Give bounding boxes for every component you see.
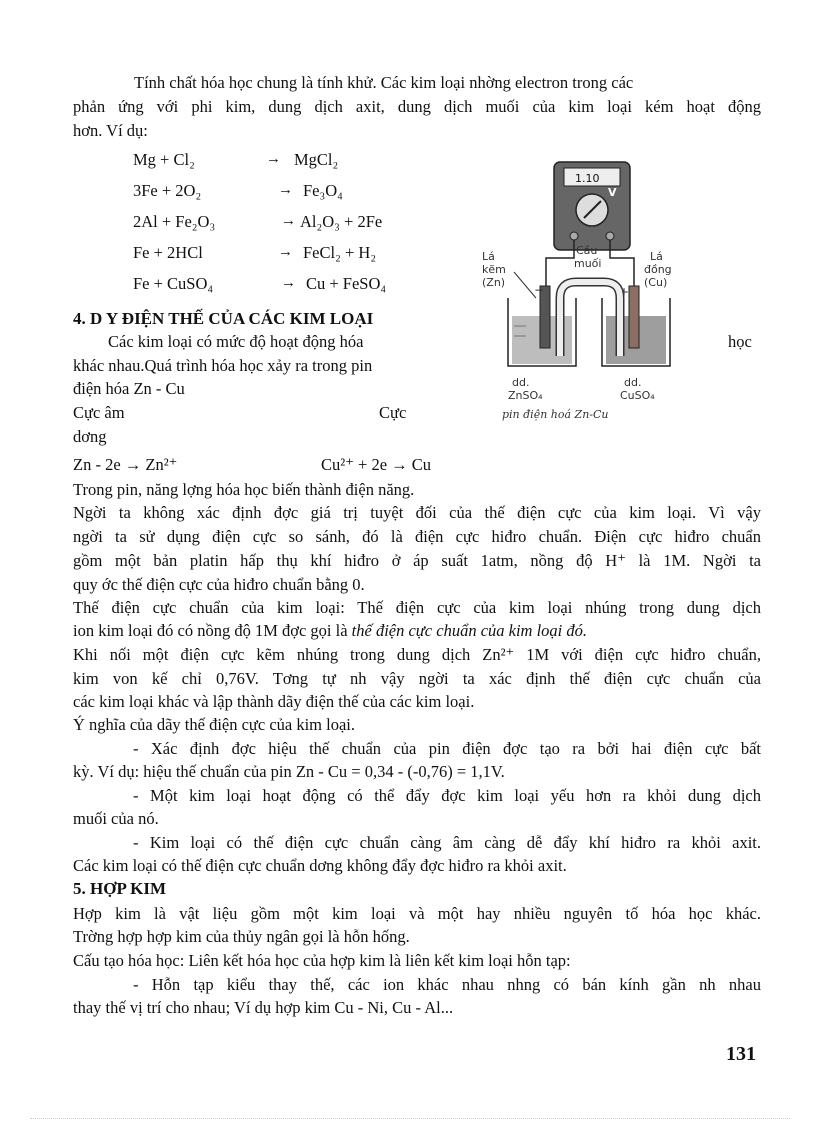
salt-bridge-label-2: muối <box>574 257 602 270</box>
s4-line2-3: Ý nghĩa của dãy thế điện cực của kim loại. <box>73 715 356 734</box>
s4-line2-7: muối của nó. <box>73 809 159 828</box>
s4-line-0: Trong pin, năng lợng hóa học biến thành điện năng. <box>73 480 415 499</box>
equation-5-left: Fe + CuSO₄ <box>133 274 214 293</box>
s5-line-1: Trờng hợp hợp kim của thủy ngân gọi là hỗn hống. <box>73 927 410 946</box>
right-solution-label-2: CuSO₄ <box>620 389 655 402</box>
equation-1-left: Mg + Cl₂ <box>133 150 195 169</box>
arrow-icon: → <box>281 275 296 291</box>
s4-line-5: Thế điện cực chuẩn của kim loại: Thế điện cực của kim loại nhúng trong dung dịch <box>73 598 761 617</box>
section-5-heading: 5. HỢP KIM <box>73 879 167 898</box>
positive-reaction: Cu²⁺ + 2e → Cu <box>321 455 432 474</box>
s4-definition-line <box>73 619 587 642</box>
s4-line-3: gồm một bản platin hấp thụ khí hiđro ở áp suất 1atm, nồng độ H⁺ là 1M. Ngời ta <box>73 551 761 570</box>
right-solution-label-1: dd. <box>624 376 642 389</box>
equation-list <box>133 148 453 298</box>
arrow-icon: → <box>278 182 293 198</box>
s4-line2-0: Khi nối một điện cực kẽm nhúng trong dung dịch Zn²⁺ 1M với điện cực hiđro chuẩn, <box>73 645 761 664</box>
salt-bridge-label-1: Cầu <box>576 244 598 257</box>
left-solution-label-2: ZnSO₄ <box>508 389 543 402</box>
voltmeter-icon <box>554 162 630 250</box>
equation-1-right: MgCl₂ <box>294 150 339 169</box>
s4-line2-5: kỳ. Ví dụ: hiệu thế chuẩn của pin Zn - Cu = 0,34 - (-0,76) = 1,1V. <box>73 762 505 781</box>
section-4-p3: điện hóa Zn - Cu <box>73 379 185 398</box>
equation-5-right: Cu + FeSO₄ <box>306 274 387 293</box>
s4-definition-term: thế điện cực chuẩn của kim loại đó. <box>351 621 588 640</box>
section-4-p2: khác nhau.Quá trình hóa học xảy ra trong pin <box>73 356 373 375</box>
equation-2-left: 3Fe + 2O₂ <box>133 181 202 200</box>
intro-line-3: hơn. Ví dụ: <box>73 121 148 140</box>
negative-electrode-label: Cực âm <box>73 403 125 422</box>
arrow-icon: → <box>281 213 296 229</box>
s4-definition-text: ion kim loại đó có nồng độ 1M đợc gọi là <box>73 621 352 640</box>
s4-line2-1: kim von kế chỉ 0,76V. Tơng tự nh vậy ngời ta xác định thế điện cực chuẩn của <box>73 669 761 688</box>
figure-caption: pin điện hoá Zn-Cu <box>502 408 609 421</box>
arrow-icon: → <box>278 244 293 260</box>
section-4-p1a: Các kim loại có mức độ hoạt động hóa <box>108 332 364 351</box>
s4-line2-9: Các kim loại có thế điện cực chuẩn dơng không đẩy đợc hiđro ra khỏi axit. <box>73 856 567 875</box>
section-4-p1b: học <box>728 332 752 351</box>
s4-line2-4: - Xác định đợc hiệu thế chuẩn của pin điện đợc tạo ra bởi hai điện cực bất <box>133 739 761 758</box>
intro-line-2: phản ứng với phi kim, dung dịch axit, dung dịch muối của kim loại kém hoạt động <box>73 97 761 116</box>
equation-2-right: Fe₃O₄ <box>303 181 343 200</box>
equation-4-left: Fe + 2HCl <box>133 243 203 262</box>
right-electrode-label-2: đồng <box>644 263 672 276</box>
section-4-heading: 4. D Y ĐIỆN THẾ CỦA CÁC KIM LOẠI <box>73 309 374 328</box>
equation-3-right: Al₂O₃ + 2Fe <box>300 212 383 231</box>
positive-electrode-label-b: dơng <box>73 427 107 446</box>
s4-line-1: Ngời ta không xác định đợc giá trị tuyệt đối của thế điện cực của kim loại. Vì vậy <box>73 503 761 522</box>
s4-line2-8: - Kim loại có thế điện cực chuẩn càng âm càng dễ đẩy khí hiđro ra khỏi axit. <box>133 833 761 852</box>
s5-line-3: - Hỗn tạp kiểu thay thế, các ion khác nhau nhng có bán kính gần nh nhau <box>133 975 761 994</box>
negative-reaction: Zn - 2e → Zn²⁺ <box>73 455 178 474</box>
s5-line-4: thay thế vị trí cho nhau; Ví dụ hợp kim Cu - Ni, Cu - Al... <box>73 998 454 1017</box>
s4-line-4: quy ớc thế điện cực của hiđro chuẩn bằng 0. <box>73 575 365 594</box>
equation-4-right: FeCl₂ + H₂ <box>303 243 377 262</box>
right-electrode-label-1: Lá <box>650 250 663 263</box>
s4-line2-2: các kim loại khác và lập thành dãy điện thế của các kim loại. <box>73 692 475 711</box>
minus-sign: − <box>534 283 545 297</box>
s4-line-2: ngời ta sử dụng điện cực so sánh, đó là điện cực hiđro chuẩn. Điện cực hiđro chuẩn <box>73 527 761 546</box>
bottom-divider <box>30 1118 790 1119</box>
left-electrode-label-2: kẽm <box>482 263 506 276</box>
meter-unit: V <box>608 186 617 199</box>
s5-line-0: Hợp kim là vật liệu gồm một kim loại và một hay nhiều nguyên tố hóa học khác. <box>73 904 761 923</box>
plus-sign: + <box>619 285 630 299</box>
arrow-icon: → <box>266 151 281 167</box>
left-electrode-label-3: (Zn) <box>482 276 506 289</box>
equation-3-left: 2Al + Fe₂O₃ <box>133 212 216 231</box>
left-solution-label-1: dd. <box>512 376 530 389</box>
galvanic-cell-figure <box>474 148 674 438</box>
s5-line-2: Cấu tạo hóa học: Liên kết hóa học của hợp kim là liên kết kim loại hỗn tạp: <box>73 951 571 970</box>
right-electrode-label-3: (Cu) <box>644 276 668 289</box>
meter-reading: 1.10 <box>575 172 600 185</box>
copper-electrode <box>629 286 639 348</box>
page-number: 131 <box>726 1043 756 1065</box>
s4-line2-6: - Một kim loại hoạt động có thể đẩy đợc kim loại yếu hơn ra khỏi dung dịch <box>133 786 761 805</box>
positive-electrode-label-a: Cực <box>379 403 407 422</box>
intro-line-1: Tính chất hóa học chung là tính khử. Các kim loại nhờng electron trong các <box>134 73 634 92</box>
left-electrode-label-1: Lá <box>482 250 495 263</box>
